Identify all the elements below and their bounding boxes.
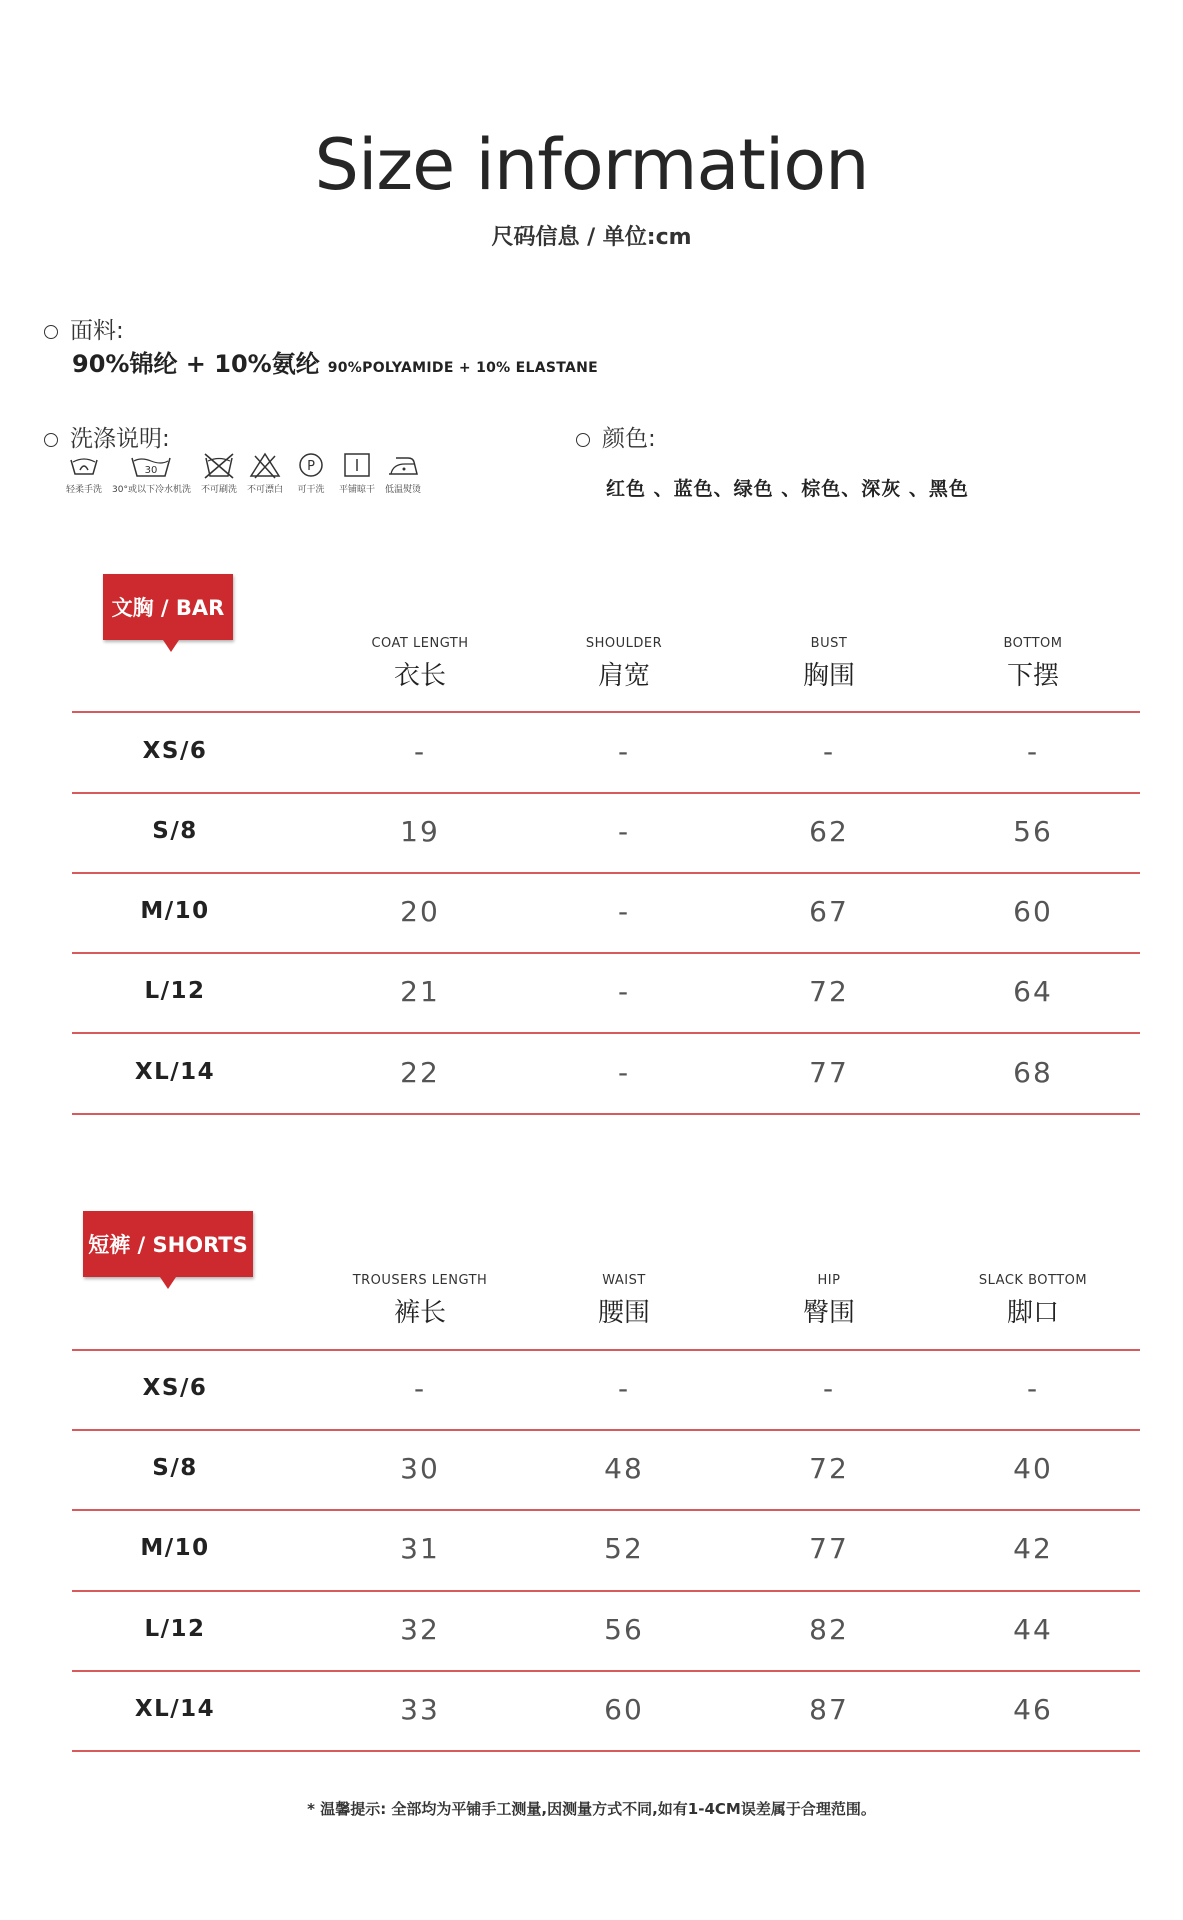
- row-divider: [72, 872, 1140, 874]
- row-divider: [72, 952, 1140, 954]
- care-item: 不可刷洗: [201, 450, 237, 495]
- colors-label: 颜色:: [602, 426, 656, 452]
- hand-wash-icon: [66, 450, 102, 480]
- row-divider: [72, 1429, 1140, 1431]
- wash-30-icon: [129, 450, 173, 480]
- care-item: 不可漂白: [247, 450, 283, 495]
- no-bleach-icon: [247, 450, 283, 480]
- column-header: COAT LENGTH 衣长: [371, 636, 469, 691]
- row-divider: [72, 1590, 1140, 1592]
- row-divider: [72, 792, 1140, 794]
- svg-text:P: P: [307, 459, 315, 474]
- page-title: Size information: [314, 124, 869, 206]
- row-divider: [72, 1113, 1140, 1115]
- svg-text:30: 30: [145, 465, 158, 476]
- bullet-circle-icon: [44, 433, 58, 447]
- care-section: [44, 420, 170, 453]
- tag-label: 文胸 / BAR: [111, 596, 225, 620]
- bullet-circle-icon: [44, 325, 58, 339]
- care-item: 轻柔手洗: [66, 450, 102, 495]
- colors-value: 红色 、蓝色、绿色 、棕色、深灰 、黑色: [606, 478, 969, 500]
- care-icons-row: [66, 450, 431, 495]
- column-header: SHOULDER 肩宽: [585, 636, 663, 691]
- care-label: 洗涤说明:: [70, 426, 170, 452]
- row-divider: [72, 1509, 1140, 1511]
- low-iron-icon: [385, 450, 421, 480]
- page-subtitle: 尺码信息 / 单位:cm: [491, 225, 692, 250]
- dry-flat-icon: [339, 450, 375, 480]
- fabric-value-en: 90%POLYAMIDE + 10% ELASTANE: [327, 360, 599, 376]
- tag-label: 短裤 / SHORTS: [88, 1233, 248, 1257]
- tag-pointer: [163, 640, 179, 652]
- no-tumble-dry-icon: [201, 450, 237, 480]
- column-header: SLACK BOTTOM 脚口: [978, 1273, 1088, 1328]
- column-header: BOTTOM 下摆: [1003, 636, 1063, 691]
- column-header: WAIST 腰围: [597, 1273, 650, 1328]
- row-divider: [72, 1670, 1140, 1672]
- table-tag-shorts: [83, 1211, 253, 1277]
- colors-section: [576, 420, 656, 453]
- fabric-value: [72, 344, 598, 379]
- column-header: BUST 胸围: [802, 636, 855, 691]
- care-item: 低温熨烫: [385, 450, 421, 495]
- bullet-circle-icon: [576, 433, 590, 447]
- fabric-label: 面料:: [70, 318, 124, 344]
- care-item: P 可干洗: [293, 450, 329, 495]
- column-header: TROUSERS LENGTH 裤长: [352, 1273, 488, 1328]
- column-header: HIP 臀围: [802, 1273, 855, 1328]
- row-divider: [72, 1750, 1140, 1752]
- row-divider: [72, 1032, 1140, 1034]
- care-item: 平铺晾干: [339, 450, 375, 495]
- fabric-value-cn: 90%锦纶 + 10%氨纶: [72, 350, 320, 378]
- fabric-section: [44, 312, 124, 345]
- footnote: * 温馨提示: 全部均为平铺手工测量,因测量方式不同,如有1-4CM误差属于合理范围。: [307, 1800, 876, 1818]
- table-tag-bar: [103, 574, 233, 640]
- care-item: 30 30°或以下冷水机洗: [112, 450, 191, 495]
- dry-clean-p-icon: [293, 450, 329, 480]
- row-divider: [72, 1349, 1140, 1351]
- row-divider: [72, 711, 1140, 713]
- tag-pointer: [160, 1277, 176, 1289]
